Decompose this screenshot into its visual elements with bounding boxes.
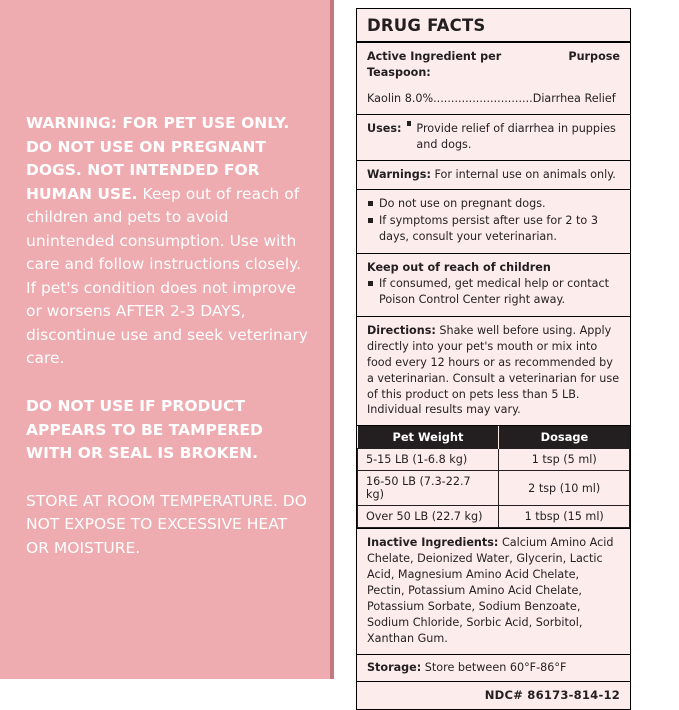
- inactive-ingredients-label: Inactive Ingredients:: [367, 536, 499, 550]
- storage-text: Store between 60°F-86°F: [421, 660, 567, 674]
- warnings-label: Warnings:: [367, 167, 431, 181]
- table-row: [358, 471, 630, 506]
- ndc-number: NDC# 86173-814-12: [357, 682, 630, 709]
- warnings-section: [357, 161, 630, 191]
- active-ingredient-section: [357, 43, 630, 115]
- storage-section: [357, 655, 630, 682]
- warning-panel-content: [26, 112, 310, 560]
- table-cell-dosage: 2 tsp (10 ml): [499, 471, 630, 506]
- table-cell-weight: Over 50 LB (22.7 kg): [358, 506, 499, 528]
- warning-headline: WARNING: FOR PET USE ONLY. DO NOT USE ON PREGNANT DOGS. NOT INTENDED FOR HUMAN USE.: [26, 114, 290, 203]
- keep-out-bullet-list: [367, 276, 620, 308]
- drug-facts-title: DRUG FACTS: [357, 9, 630, 43]
- square-bullet-icon: [407, 121, 411, 126]
- drug-facts-panel: [334, 0, 679, 702]
- list-item: If consumed, get medical help or contact Poison Control Center right away.: [367, 276, 620, 308]
- warning-body: Keep out of reach of children and pets to avoid unintended consumption. Use with care and follow instructions closely. If pet's condition does not improve or worsens AFTER 2-3 DAYS, discontinue use and seek veterinary care.: [26, 184, 308, 368]
- table-cell-weight: 5-15 LB (1-6.8 kg): [358, 449, 499, 471]
- uses-section: [357, 115, 630, 161]
- list-item: If symptoms persist after use for 2 to 3 days, consult your veterinarian.: [367, 213, 620, 245]
- inactive-ingredients-section: [357, 529, 630, 654]
- warning-panel: [0, 0, 330, 679]
- active-ingredient-line: Kaolin 8.0%............................Diarrhea Relief: [367, 91, 616, 105]
- directions-section: [357, 317, 630, 426]
- warning-bullets-section: [357, 190, 630, 254]
- keep-out-of-reach-section: [357, 254, 630, 317]
- table-cell-weight: 16-50 LB (7.3-22.7 kg): [358, 471, 499, 506]
- dosage-table-wrap: [357, 426, 630, 529]
- inactive-ingredients-text: Calcium Amino Acid Chelate, Deionized Water, Glycerin, Lactic Acid, Magnesium Amino Acid Chelate, Pectin, Potassium Amino Acid Chelate, Potassium Sorbate, Sodium Benzoate, Sodium Chloride, Sorbic Acid, Sorbitol, Xanthan Gum.: [367, 536, 614, 645]
- purpose-label: Purpose: [568, 50, 620, 63]
- directions-text: Shake well before using. Apply directly into your pet's mouth or mix into food every 12 hours or as recommended by a veterinarian. Consult a veterinarian for use of this product on pets less than 5 LB. Individual results may vary.: [367, 323, 620, 417]
- dosage-table: [357, 426, 630, 528]
- warnings-text: For internal use on animals only.: [430, 167, 616, 181]
- table-row: [358, 506, 630, 528]
- warning-paragraph-2: DO NOT USE IF PRODUCT APPEARS TO BE TAMPERED WITH OR SEAL IS BROKEN.: [26, 397, 263, 463]
- table-row: [358, 449, 630, 471]
- list-item: Do not use on pregnant dogs.: [367, 196, 620, 212]
- drug-facts-box: [356, 8, 631, 710]
- warning-paragraph-3: STORE AT ROOM TEMPERATURE. DO NOT EXPOSE TO EXCESSIVE HEAT OR MOISTURE.: [26, 491, 307, 557]
- table-header-row: [358, 426, 630, 449]
- directions-label: Directions:: [367, 323, 436, 337]
- warning-bullet-list: [367, 196, 620, 245]
- warning-paragraph-1: [26, 112, 310, 371]
- table-cell-dosage: 1 tsp (5 ml): [499, 449, 630, 471]
- keep-out-label: Keep out of reach of children: [367, 261, 551, 275]
- table-header-dosage: Dosage: [499, 426, 630, 449]
- table-header-pet-weight: Pet Weight: [358, 426, 499, 449]
- uses-text: Provide relief of diarrhea in puppies and dogs.: [416, 121, 616, 151]
- uses-label: Uses:: [367, 121, 402, 135]
- storage-label: Storage:: [367, 660, 422, 674]
- active-ingredient-label: Active Ingredient per Teaspoon:: [367, 50, 502, 79]
- table-cell-dosage: 1 tbsp (15 ml): [499, 506, 630, 528]
